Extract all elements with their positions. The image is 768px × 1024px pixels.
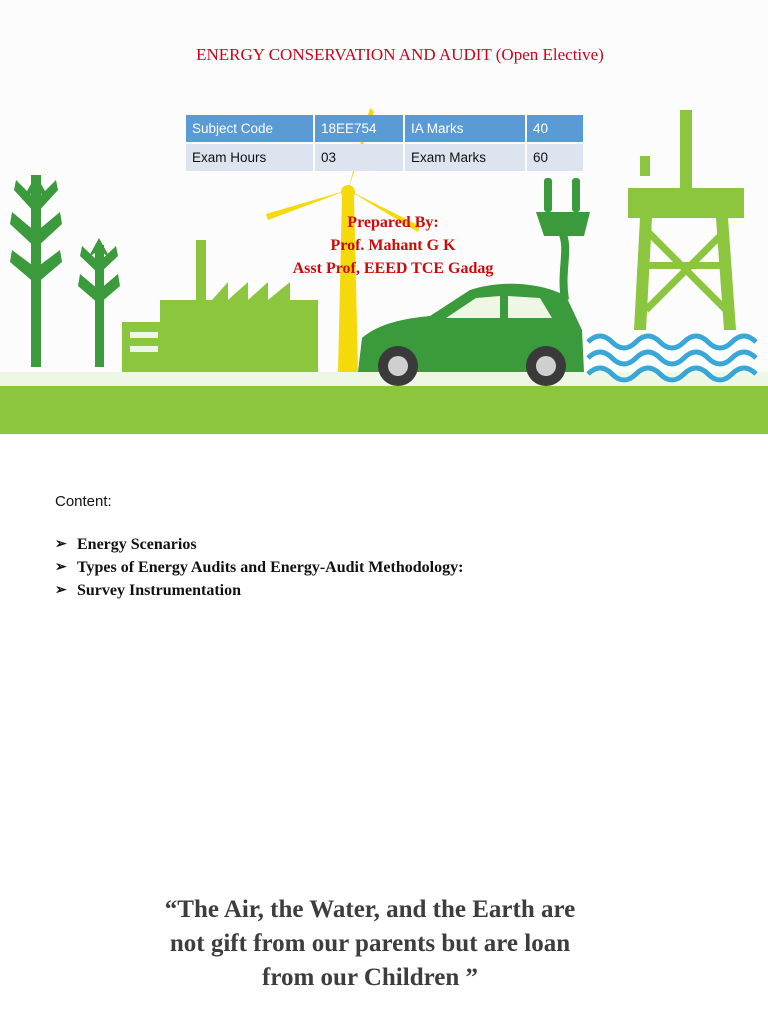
table-cell: Exam Hours [186,144,313,171]
arrow-bullet-icon: ➢ [55,560,67,575]
document-title: ENERGY CONSERVATION AND AUDIT (Open Elective) [196,45,604,64]
table-row [186,144,583,171]
table-cell: 60 [527,144,583,171]
quote [0,893,740,995]
subject-info-table [184,113,585,173]
table-cell: IA Marks [405,115,525,142]
table-cell: Exam Marks [405,144,525,171]
list-item [55,533,463,556]
quote-line: from our Children ” [262,964,478,991]
table-cell: 03 [315,144,403,171]
hero-illustration [0,0,768,434]
table-cell: Subject Code [186,115,313,142]
quote-line: “The Air, the Water, and the Earth are [164,896,576,923]
content-list [55,533,463,602]
list-item-label: Survey Instrumentation [77,582,242,599]
table-row [186,115,583,142]
ground-band [0,386,768,434]
arrow-bullet-icon: ➢ [55,537,67,552]
list-item [55,579,463,602]
prepared-heading: Prepared By: [347,214,439,231]
list-item-label: Types of Energy Audits and Energy-Audit Methodology: [77,559,464,576]
table-cell: 40 [527,115,583,142]
table-cell: 18EE754 [315,115,403,142]
electric-car-icon [358,284,584,386]
prepared-by-block [0,211,768,280]
content-heading: Content: [55,493,112,510]
quote-line: not gift from our parents but are loan [169,930,571,957]
arrow-bullet-icon: ➢ [55,583,67,598]
list-item-label: Energy Scenarios [77,536,197,553]
list-item [55,556,463,579]
author-position: Asst Prof, EEED TCE Gadag [292,260,494,277]
author-name: Prof. Mahant G K [330,237,456,254]
